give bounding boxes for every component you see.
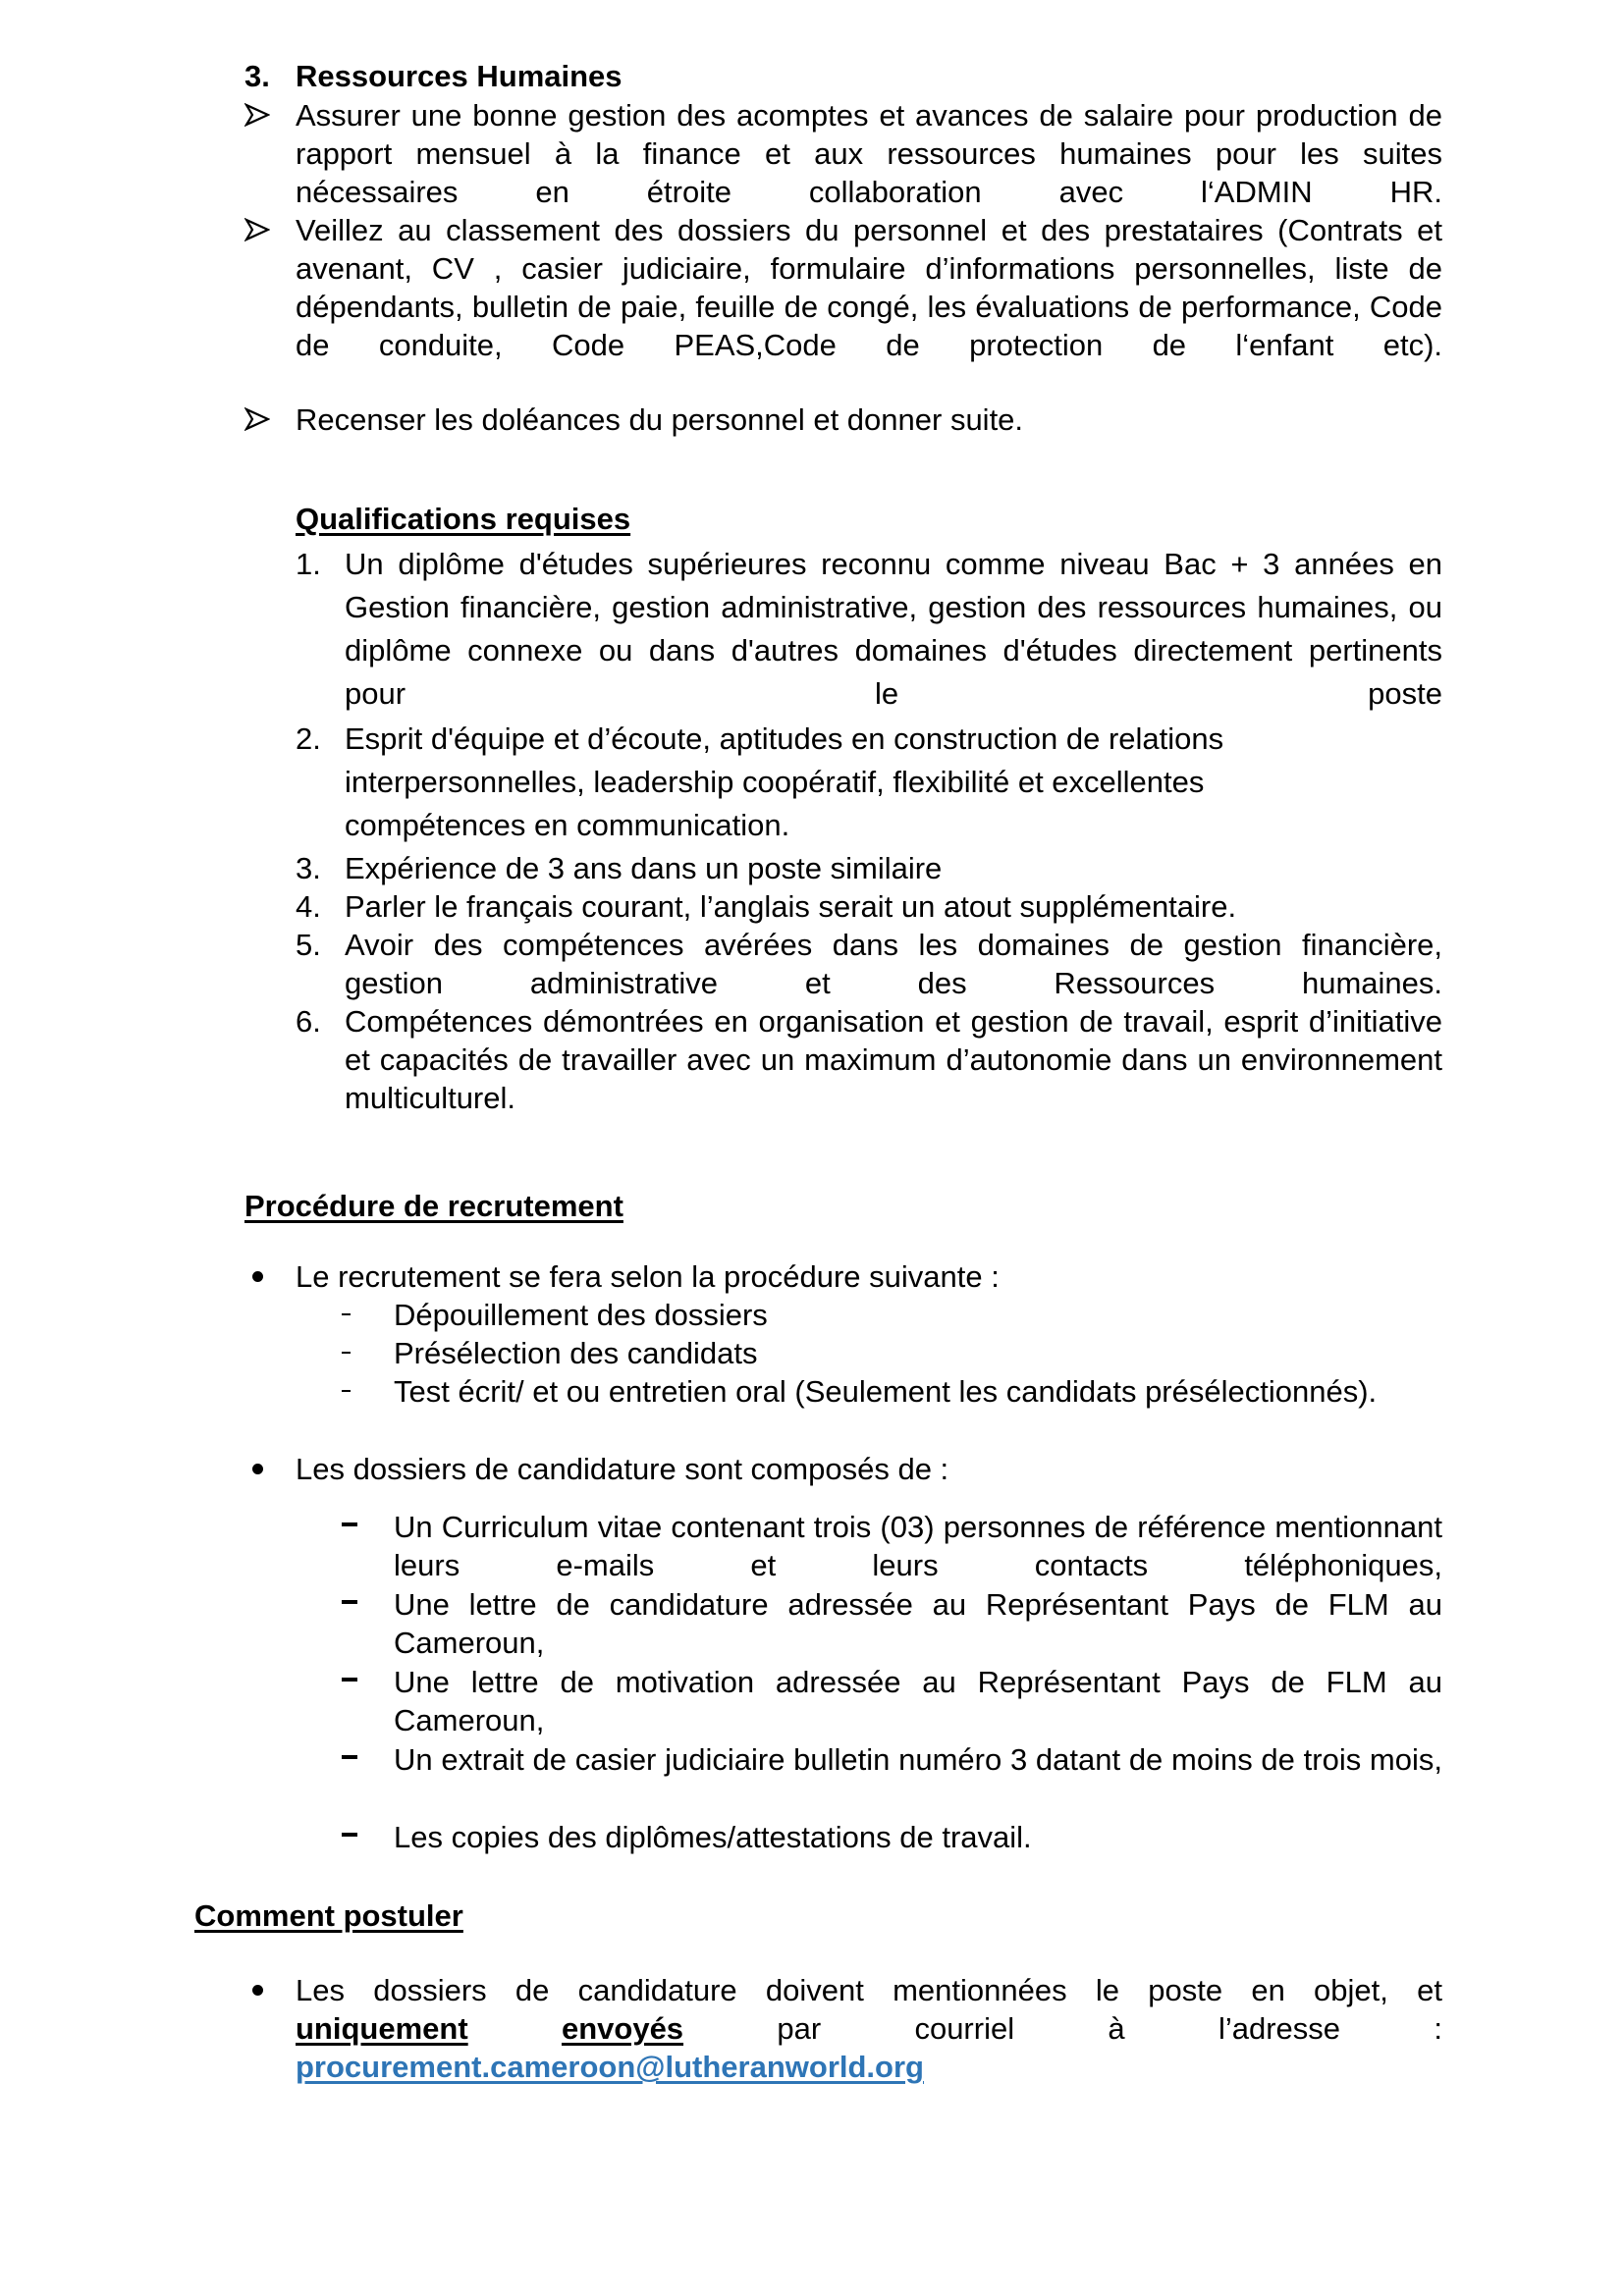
bullet-icon — [252, 1464, 263, 1474]
qualification-organisation: Compétences démontrées en organisation et gestion de travail, esprit d’initiative et capacités de travailler avec un maximum d’autonomie dans un environnement multiculturel. — [345, 1004, 1442, 1115]
list-number: 3. — [296, 851, 321, 885]
qualification-skills: Avoir des compétences avérées dans les domaines de gestion financière, gestion administrative et des Ressources humaines. — [345, 928, 1442, 1000]
qualifications-heading: Qualifications requises — [296, 502, 631, 536]
qualification-language: Parler le français courant, l’anglais serait un atout supplémentaire. — [345, 889, 1237, 924]
hr-item-filing: Veillez au classement des dossiers du personnel et des prestataires (Contrats et avenant, CV , casier judiciaire, formulaire d’informations personnelles, liste de dépendants, bulletin de paie, feuille de congé, les évaluations de performance, Code de conduite, Code PEAS,Code de protection de l‘enfant etc). — [296, 213, 1442, 362]
document-item: Une lettre de candidature adressée au Représentant Pays de FLM au Cameroun, — [394, 1587, 1442, 1660]
arrow-bullet-icon — [244, 406, 270, 432]
dash-icon — [342, 1600, 357, 1604]
procedure-step: Test écrit/ et ou entretien oral (Seulement les candidats présélectionnés). — [394, 1374, 1378, 1409]
list-number: 4. — [296, 889, 321, 924]
section-title: Ressources Humaines — [296, 59, 623, 93]
list-number: 2. — [296, 721, 321, 756]
hr-item-advances: Assurer une bonne gestion des acomptes et avances de salaire pour production de rapport mensuel à la finance et aux ressources humaines pour les suites nécessaires en étroite collaboration avec l‘ADMIN HR. — [296, 98, 1442, 209]
document-item: Une lettre de motivation adressée au Représentant Pays de FLM au Cameroun, — [394, 1665, 1442, 1737]
qualification-team-line: Esprit d'équipe et d’écoute, aptitudes en construction de relations — [345, 721, 1224, 756]
email-link-wrapper — [296, 2048, 924, 2086]
word: l’adresse — [1218, 2011, 1341, 2046]
arrow-bullet-icon — [244, 102, 270, 128]
word: par — [777, 2011, 822, 2046]
dash-icon — [342, 1313, 351, 1315]
section-number: 3. — [244, 59, 270, 93]
procedure-step: Dépouillement des dossiers — [394, 1298, 768, 1332]
apply-heading: Comment postuler — [194, 1898, 463, 1933]
document-item: Un extrait de casier judiciaire bulletin numéro 3 datant de moins de trois mois, — [394, 1742, 1442, 1777]
word: courriel — [914, 2011, 1015, 2046]
list-number: 1. — [296, 547, 321, 581]
emphasis-envoyes: envoyés — [561, 2011, 684, 2046]
arrow-bullet-icon — [244, 217, 270, 242]
list-number: 6. — [296, 1004, 321, 1039]
dossier-intro: Les dossiers de candidature sont composés de : — [296, 1452, 949, 1486]
qualification-diploma: Un diplôme d'études supérieures reconnu comme niveau Bac + 3 années en Gestion financière, gestion administrative, gestion des ressources humaines, ou diplôme connexe ou dans d'autres domaines d'études directement pertinents pour le poste — [345, 547, 1442, 711]
procedure-step: Présélection des candidats — [394, 1336, 758, 1370]
qualification-team-line: compétences en communication. — [345, 808, 790, 842]
dash-icon — [342, 1755, 357, 1759]
apply-text-line — [296, 2009, 1442, 2048]
hr-item-grievances: Recenser les doléances du personnel et donner suite. — [296, 402, 1024, 437]
dash-icon — [342, 1678, 357, 1682]
word: à — [1108, 2011, 1125, 2046]
qualification-team-line: interpersonnelles, leadership coopératif, flexibilité et excellentes — [345, 765, 1205, 799]
email-link[interactable]: procurement.cameroon@lutheranworld.org — [296, 2050, 924, 2084]
list-number: 5. — [296, 928, 321, 962]
word: : — [1434, 2011, 1442, 2046]
dash-icon — [342, 1833, 357, 1837]
document-item: Un Curriculum vitae contenant trois (03) personnes de référence mentionnant leurs e-mails et leurs contacts téléphoniques, — [394, 1510, 1442, 1582]
bullet-icon — [252, 1271, 263, 1282]
dash-icon — [342, 1352, 351, 1354]
dash-icon — [342, 1522, 357, 1526]
procedure-intro: Le recrutement se fera selon la procédure suivante : — [296, 1259, 1000, 1294]
qualification-experience: Expérience de 3 ans dans un poste similaire — [345, 851, 943, 885]
bullet-icon — [252, 1985, 263, 1996]
document-item: Les copies des diplômes/attestations de travail. — [394, 1820, 1032, 1854]
procedure-heading: Procédure de recrutement — [244, 1189, 623, 1223]
dash-icon — [342, 1390, 351, 1392]
apply-text-line: Les dossiers de candidature doivent mentionnées le poste en objet, et — [296, 1973, 1442, 2007]
emphasis-uniquement: uniquement — [296, 2011, 468, 2046]
